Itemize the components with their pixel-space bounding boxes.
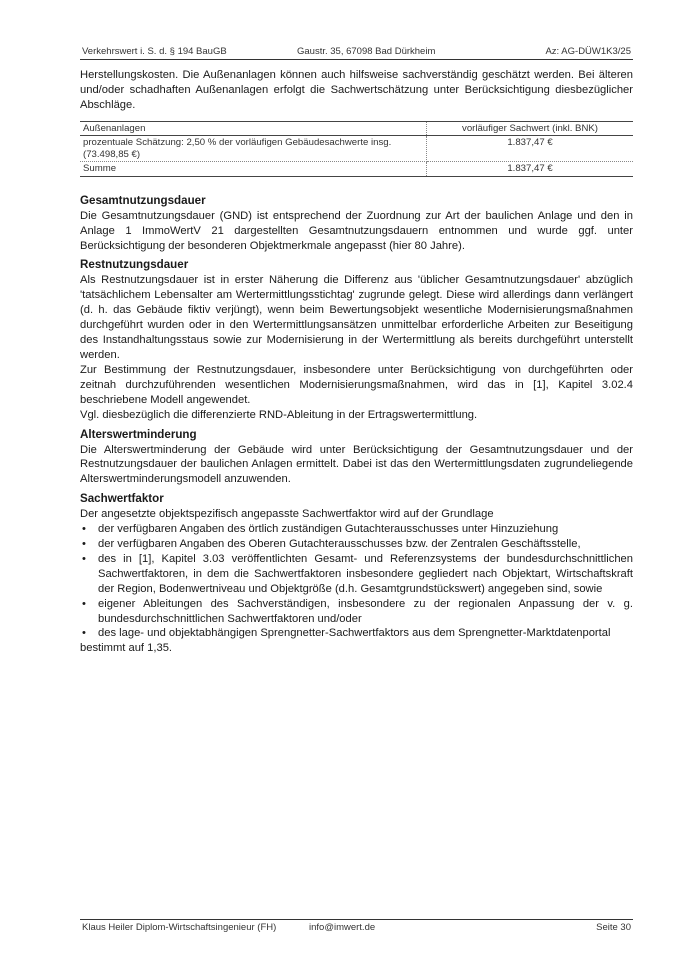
table-row-label: prozentuale Schätzung: 2,50 % der vorläufigen Gebäudesachwerte insg. (73.498,85 €) <box>80 136 427 162</box>
heading-gesamtnutzungsdauer: Gesamtnutzungsdauer <box>80 193 206 207</box>
gnd-paragraph: Die Gesamtnutzungsdauer (GND) ist entsprechend der Zuordnung zur Art der baulichen Anlage und den in Anlage 1 ImmoWertV 21 dargestellten Gesamtnutzungsdauern entnommen und wurde ggf. unter Berücksichtigung der besonderen Objektmerkmale angepasst (hier 80 Jahre). <box>80 209 633 252</box>
bullet-icon: • <box>82 523 86 536</box>
awm-paragraph: Die Alterswertminderung der Gebäude wird unter Berücksichtigung der Gesamtnutzungsdauer und der Restnutzungsdauer der baulichen Anlagen ermittelt. Dabei ist das den Wertermittlungsdaten zugrundeliegende Alterswertminderungsmodell anzuwenden. <box>80 443 633 486</box>
footer-email: info@imwert.de <box>309 922 376 933</box>
list-item-text: des lage- und objektabhängigen Sprengnetter-Sachwertfaktors aus dem Sprengnetter-Marktdatenportal <box>98 627 611 640</box>
bullet-icon: • <box>82 597 86 610</box>
header-file-number: Az: AG-DÜW1K3/25 <box>545 46 631 57</box>
list-item <box>80 597 633 627</box>
list-item-text: eigener Ableitungen des Sachverständigen, insbesondere zu der regionalen Anpassung der v. g. bundesdurchschnittlichen Sachwertfaktoren und/oder <box>98 597 633 625</box>
list-item <box>80 552 633 597</box>
page-header <box>80 45 633 60</box>
bullet-icon: • <box>82 538 86 551</box>
intro-paragraph: Herstellungskosten. Die Außenanlagen können auch hilfsweise sachverständig geschätzt werden. Bei älteren und/oder schadhaften Außenanlagen erfolgt die Sachwertschätzung unter Berücksichtigung diesbezüglicher Abschläge. <box>80 69 633 111</box>
header-report-type: Verkehrswert i. S. d. § 194 BauGB <box>82 46 227 57</box>
heading-restnutzungsdauer: Restnutzungsdauer <box>80 258 189 272</box>
rnd-paragraph-2: Zur Bestimmung der Restnutzungsdauer, insbesondere unter Berücksichtigung von durchgeführten oder zeitnah durchzuführenden wesentlichen Modernisierungsmaßnahmen, wird das in [1], Kapitel 3.02.4 beschriebene Modell angewendet. <box>80 363 633 406</box>
bullet-icon: • <box>82 627 86 640</box>
swf-closing: bestimmt auf 1,35. <box>80 642 173 655</box>
list-item <box>80 626 633 641</box>
table-row <box>80 136 633 162</box>
list-item-text: der verfügbaren Angaben des örtlich zuständigen Gutachterausschusses unter Hinzuziehung <box>98 523 559 536</box>
list-item <box>80 522 633 537</box>
outdoor-facilities-table <box>80 121 633 177</box>
table-sum-value: 1.837,47 € <box>427 162 634 177</box>
table-row-value: 1.837,47 € <box>427 136 634 162</box>
header-address: Gaustr. 35, 67098 Bad Dürkheim <box>297 46 436 57</box>
list-item-text: der verfügbaren Angaben des Oberen Gutachterausschusses bzw. der Zentralen Geschäftsstelle, <box>98 538 581 551</box>
heading-sachwertfaktor: Sachwertfaktor <box>80 492 164 506</box>
swf-lead: Der angesetzte objektspezifisch angepasste Sachwertfaktor wird auf der Grundlage <box>80 508 494 521</box>
page-footer <box>80 919 633 934</box>
table-header-label: Außenanlagen <box>80 121 427 136</box>
rnd-paragraph-1: Als Restnutzungsdauer ist in erster Näherung die Differenz aus 'üblicher Gesamtnutzungsdauer' abzüglich 'tatsächlichem Lebensalter am Wertermittlungsstichtag' zugrunde gelegt. Diese wird allerdings dann verlängert (d. h. das Gebäude fiktiv verjüngt), wenn beim Bewertungsobjekt wesentliche Modernisierungsmaßnahmen durchgeführt wurden oder in den Wertermittlungsansätzen unmittelbar erforderliche Arbeiten zur Beseitigung des Instandhaltungsstaus sowie zur Modernisierung in der Wertermittlung als bereits durchgeführt unterstellt werden. <box>80 274 633 361</box>
heading-alterswertminderung: Alterswertminderung <box>80 427 197 441</box>
table-sum-row <box>80 162 633 177</box>
rnd-paragraph-3: Vgl. diesbezüglich die differenzierte RND-Ableitung in der Ertragswertermittlung. <box>80 408 478 421</box>
footer-author: Klaus Heiler Diplom-Wirtschaftsingenieur (FH) <box>82 922 277 933</box>
table-header-value: vorläufiger Sachwert (inkl. BNK) <box>427 121 634 136</box>
list-item-text: des in [1], Kapitel 3.03 veröffentlichten Gesamt- und Referenzsystems der bundesdurchschnittlichen Sachwertfaktoren, in dem die Sachwertfaktoren insbesondere gegliedert nach Objektart, Wirtschaftskraft der Region, Bodenwertniveau und Objektgröße (d.h. Gesamtgrundstückswert) angegeben sind, sowie <box>98 552 633 595</box>
swf-bullet-list <box>80 522 633 641</box>
page-body <box>80 68 633 656</box>
table-header-row <box>80 121 633 136</box>
table-sum-label: Summe <box>80 162 427 177</box>
bullet-icon: • <box>82 552 86 565</box>
footer-page-number: Seite 30 <box>596 922 631 933</box>
list-item <box>80 537 633 552</box>
